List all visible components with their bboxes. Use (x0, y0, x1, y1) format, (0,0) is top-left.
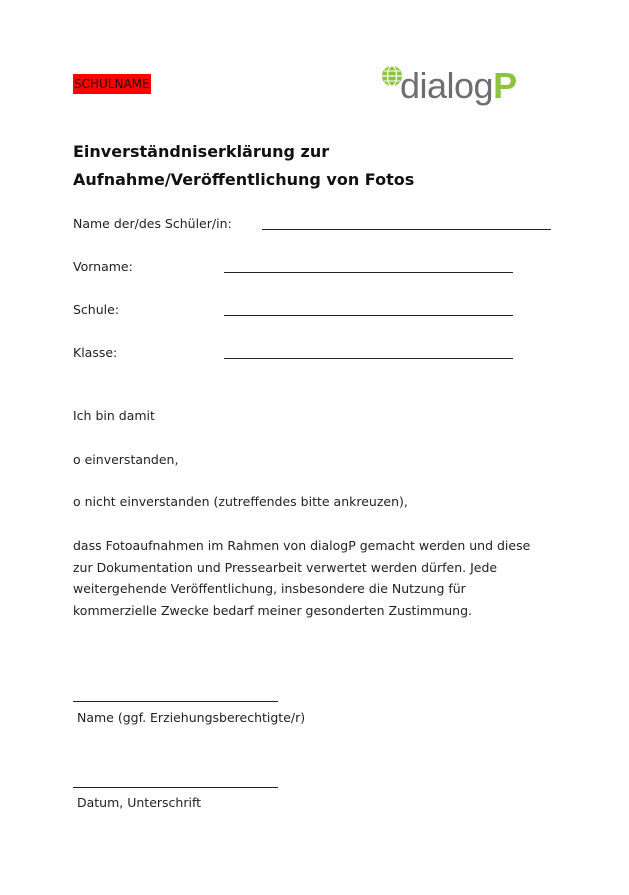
school-name-placeholder: SCHULNAME (73, 74, 151, 94)
first-name-line[interactable] (224, 272, 513, 273)
dialogp-logo (400, 66, 517, 106)
date-signature-line[interactable] (73, 787, 278, 788)
field-label-student-name: Name der/des Schüler/in: (73, 216, 232, 231)
field-label-class: Klasse: (73, 345, 118, 360)
consent-intro: Ich bin damit (73, 408, 155, 423)
consent-option-no[interactable]: o nicht einverstanden (zutreffendes bitte ankreuzen), (73, 494, 408, 509)
document-title: Einverständniserklärung zur Aufnahme/Veröffentlichung von Fotos (73, 142, 415, 189)
consent-body: dass Fotoaufnahmen im Rahmen von dialogP gemacht werden und diese zur Dokumentation und Pressearbeit verwertet werden dürfen. Jede weitergehende Veröffentlichung, insbesondere die Nutzung für kommerzielle Zwecke bedarf meiner gesonderten Zustimmung. (73, 538, 531, 618)
logo-text-main: dialog (400, 65, 494, 106)
name-signature-line[interactable] (73, 701, 278, 702)
consent-option-yes[interactable]: o einverstanden, (73, 452, 179, 467)
class-line[interactable] (224, 358, 513, 359)
student-name-line[interactable] (262, 229, 551, 230)
name-signature-label: Name (ggf. Erziehungsberechtigte/r) (77, 710, 306, 725)
logo-text-accent: P (493, 65, 517, 106)
school-line[interactable] (224, 315, 513, 316)
field-label-first-name: Vorname: (73, 259, 133, 274)
field-label-school: Schule: (73, 302, 120, 317)
date-signature-label: Datum, Unterschrift (77, 795, 202, 810)
